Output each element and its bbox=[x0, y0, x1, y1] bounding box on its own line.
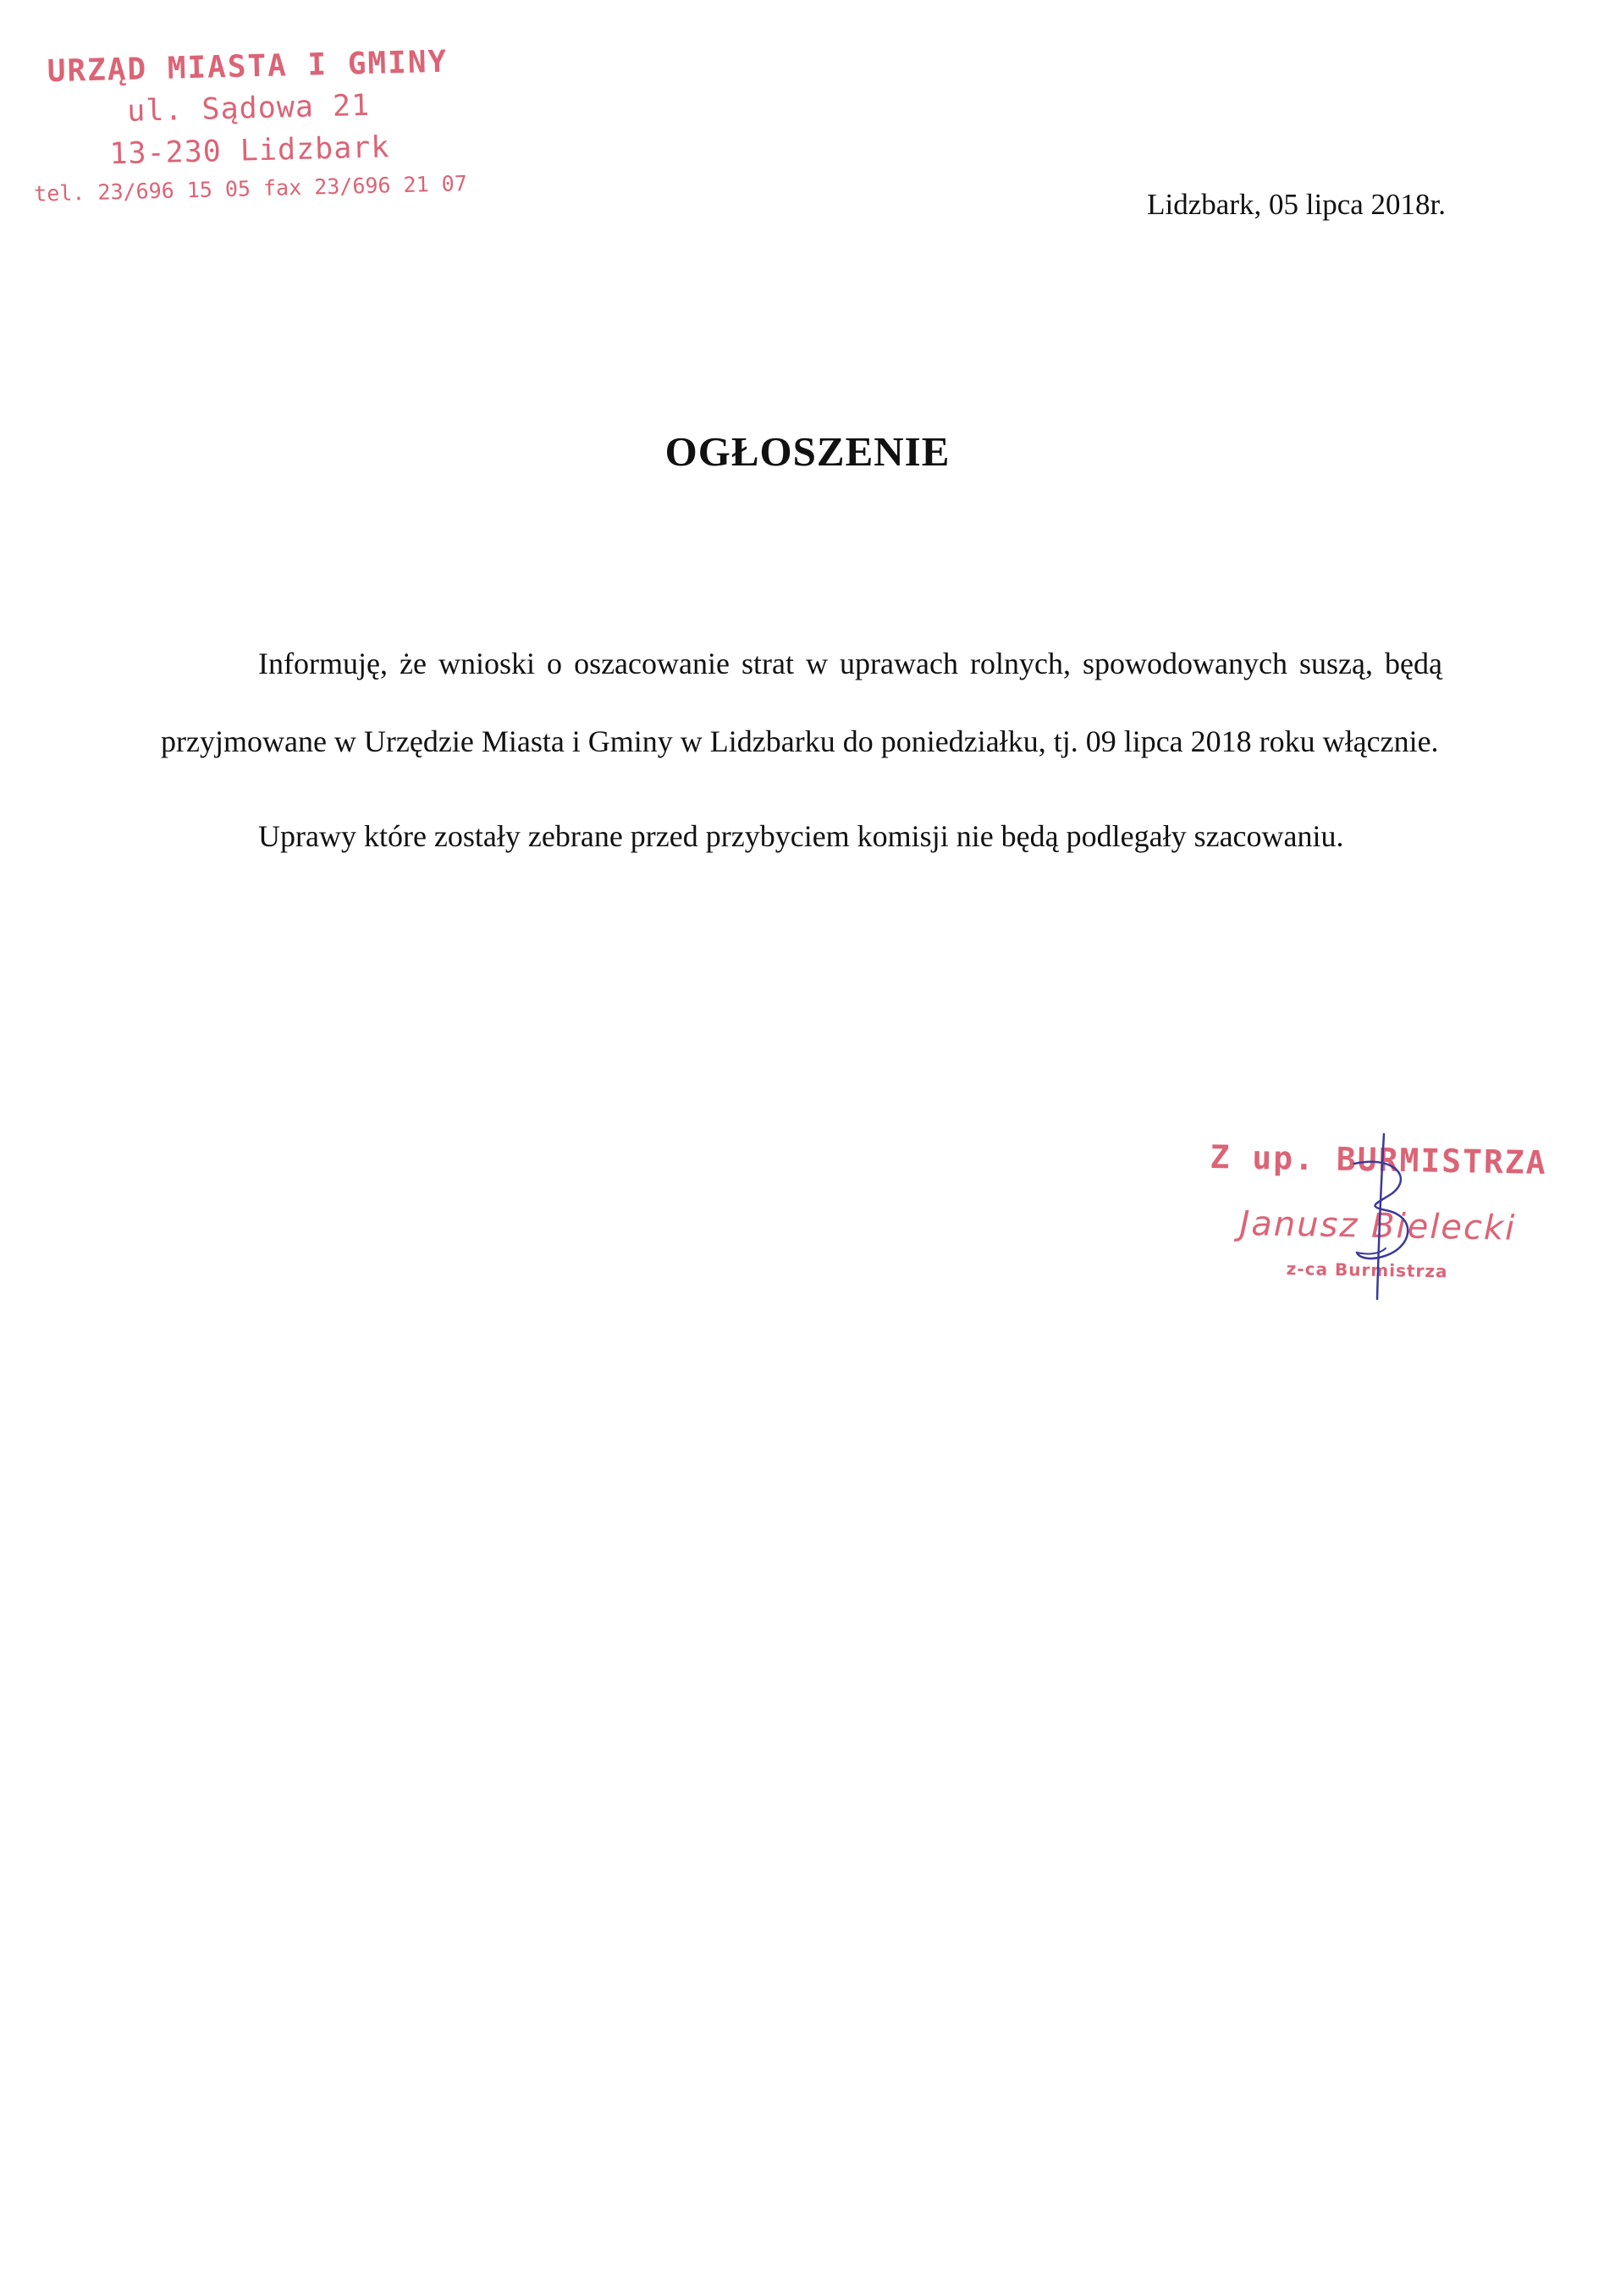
announcement-body bbox=[161, 625, 1442, 875]
signature-stamp-line1: Z up. BURMISTRZA bbox=[1210, 1138, 1547, 1181]
office-stamp bbox=[19, 41, 479, 212]
date-line: Lidzbark, 05 lipca 2018r. bbox=[1147, 188, 1446, 221]
signature-stamp-name: Janusz Bielecki bbox=[1239, 1204, 1517, 1248]
announcement-paragraph-2: Uprawy które zostały zebrane przed przybyciem komisji nie będą podlegały szacowaniu. bbox=[258, 819, 1344, 853]
signature-stamp-position: z-ca Burmistrza bbox=[1286, 1258, 1448, 1282]
office-stamp-phone: tel. 23/696 15 05 fax 23/696 21 07 bbox=[33, 171, 468, 206]
office-stamp-city: 13-230 Lidzbark bbox=[108, 130, 390, 172]
announcement-paragraph-1: Informuję, że wnioski o oszacowanie strat w uprawach rolnych, spowodowanych suszą, będą przyjmowane w Urzędzie Miasta i Gminy w Lidzbarku do poniedziałku, tj. 09 lipca 2018 roku włącznie. bbox=[161, 647, 1442, 758]
handwritten-signature bbox=[1333, 1130, 1435, 1308]
office-stamp-name: URZĄD MIASTA I GMINY bbox=[47, 44, 449, 90]
office-stamp-street: ul. Sądowa 21 bbox=[126, 88, 371, 129]
document-title: OGŁOSZENIE bbox=[664, 428, 951, 475]
